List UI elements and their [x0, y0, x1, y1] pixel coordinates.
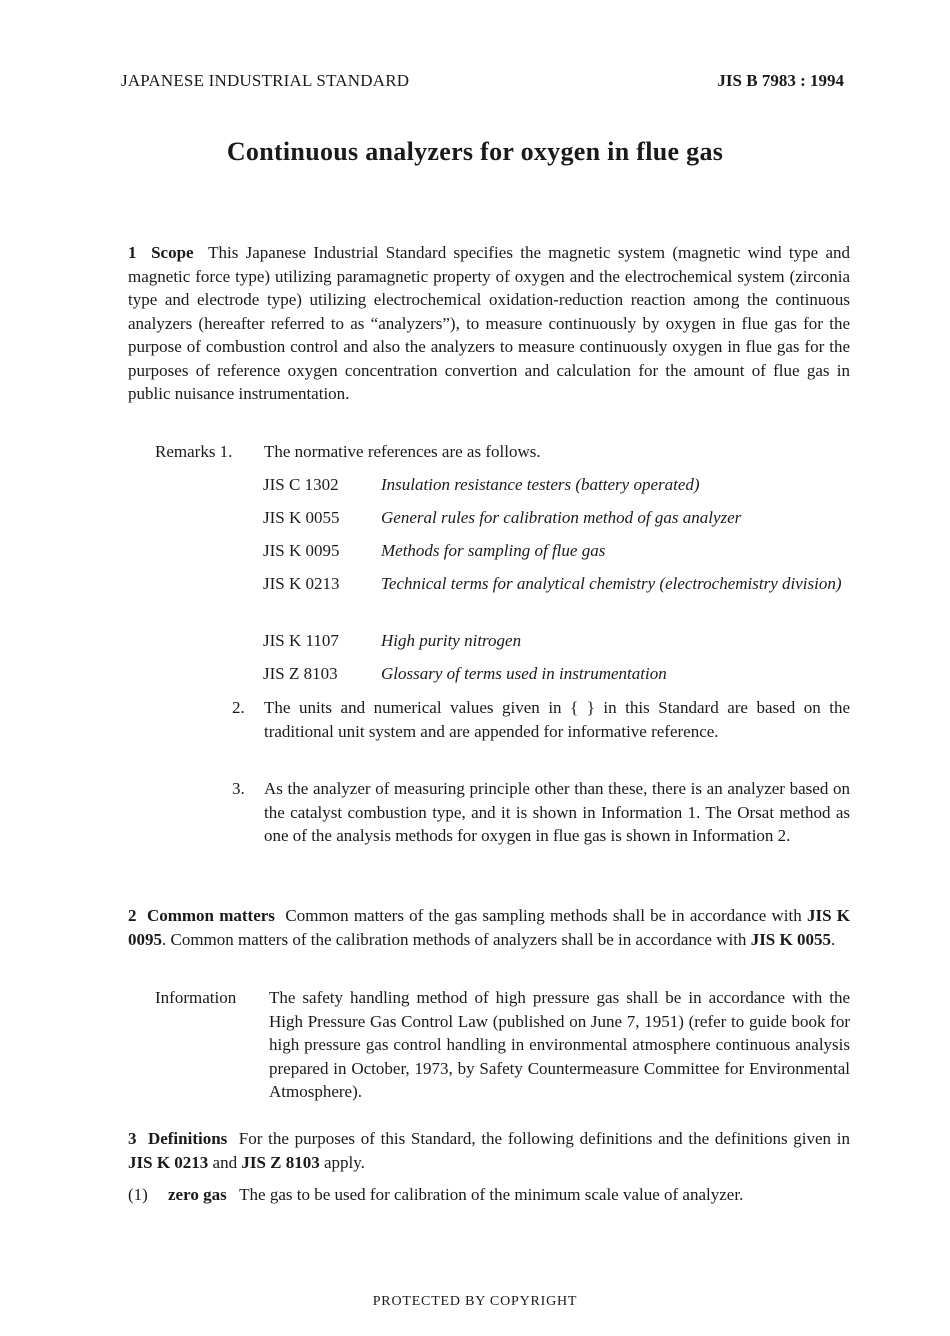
standard-reference: JIS K 0095 — [128, 906, 851, 949]
reference-title: Methods for sampling of flue gas — [381, 541, 606, 560]
section-heading: Common matters — [146, 906, 275, 925]
section-definitions — [128, 1127, 850, 1174]
section-number: 3 — [128, 1129, 137, 1148]
copyright-footer: PROTECTED BY COPYRIGHT — [372, 1294, 578, 1309]
section-number: 2 — [128, 906, 137, 925]
remarks-intro: The normative references are as follows. — [264, 442, 541, 461]
definition-text: The gas to be used for calibration of the minimum scale value of analyzer. — [239, 1185, 744, 1204]
information-text: The safety handling method of high pressure gas shall be in accordance with the High Pressure Gas Control Law (published on June 7, 1951) (refer to guide book for high pressure gas control handling in environmental atmosphere continuous analysis prepared in October, 1973, by Safety Countermeasure Committee for Environmental Atmosphere). — [269, 988, 850, 1101]
standard-year: 1994 — [810, 71, 844, 90]
remarks-label: Remarks 1. — [155, 442, 233, 461]
section-scope — [128, 241, 850, 406]
section-text: and — [212, 1152, 238, 1172]
standard-code: JIS B 7983 — [717, 71, 796, 90]
standard-reference: JIS Z 8103 — [241, 1152, 320, 1172]
definition-index: (1) — [128, 1185, 148, 1204]
reference-code: JIS K 0055 — [263, 508, 340, 527]
header-left: JAPANESE INDUSTRIAL STANDARD — [121, 71, 410, 90]
reference-title: Insulation resistance testers (battery operated) — [381, 475, 700, 494]
section-text: . — [830, 929, 836, 949]
reference-title: Glossary of terms used in instrumentation — [381, 664, 667, 683]
section-number: 1 — [128, 243, 137, 262]
remark-text: The units and numerical values given in { } in this Standard are based on the traditional unit system and are appended for informative reference. — [264, 698, 850, 741]
section-text: . Common matters of the calibration methods of analyzers shall be in accordance with — [162, 929, 747, 949]
section-text: This Japanese Industrial Standard specifies the magnetic system (magnetic wind type and magnetic force type) utilizing paramagnetic property of oxygen and the electrochemical system (zirconia type and electrode type) utilizing electrochemical oxidation-reduction reaction among the continuous analyzers (hereafter referred to as “analyzers”), to measure continuously by oxygen in flue gas for the purpose of combustion control and also the analyzers to measure continuously oxygen in flue gas for the purposes of reference oxygen concentration convertion and calculation for the amount of flue gas in public nuisance instrumentation. — [128, 243, 850, 403]
section-heading: Scope — [151, 243, 194, 262]
section-text: Common matters of the gas sampling methods shall be in accordance with — [285, 906, 802, 925]
section-text: For the purposes of this Standard, the following definitions and the definitions given in — [238, 1129, 851, 1148]
remark-number: 2. — [232, 698, 245, 717]
reference-code: JIS K 0095 — [263, 541, 340, 560]
definition-item — [128, 1183, 850, 1207]
document-title: Continuous analyzers for oxygen in flue gas — [226, 137, 724, 166]
reference-title: General rules for calibration method of gas analyzer — [381, 508, 742, 527]
section-common-matters — [128, 904, 850, 951]
standard-reference: JIS K 0213 — [128, 1152, 209, 1172]
reference-code: JIS K 0213 — [263, 574, 340, 593]
remark-number: 3. — [232, 779, 245, 798]
reference-code: JIS Z 8103 — [263, 664, 338, 683]
reference-title: High purity nitrogen — [381, 631, 522, 650]
reference-code: JIS C 1302 — [263, 475, 339, 494]
standard-number: JIS B 7983 : 1994 — [717, 71, 844, 90]
definition-term: zero gas — [168, 1185, 227, 1204]
section-heading: Definitions — [147, 1129, 228, 1148]
section-text: apply. — [324, 1152, 365, 1172]
reference-title: Technical terms for analytical chemistry (electrochemistry division) — [381, 574, 842, 593]
reference-code: JIS K 1107 — [263, 631, 339, 650]
information-label: Information — [155, 988, 237, 1007]
remark-text: As the analyzer of measuring principle other than these, there is an analyzer based on the catalyst combustion type, and it is shown in Information 1. The Orsat method as one of the analysis methods for oxygen in flue gas is shown in Information 2. — [264, 779, 850, 845]
standard-reference: JIS K 0055 — [750, 929, 831, 949]
